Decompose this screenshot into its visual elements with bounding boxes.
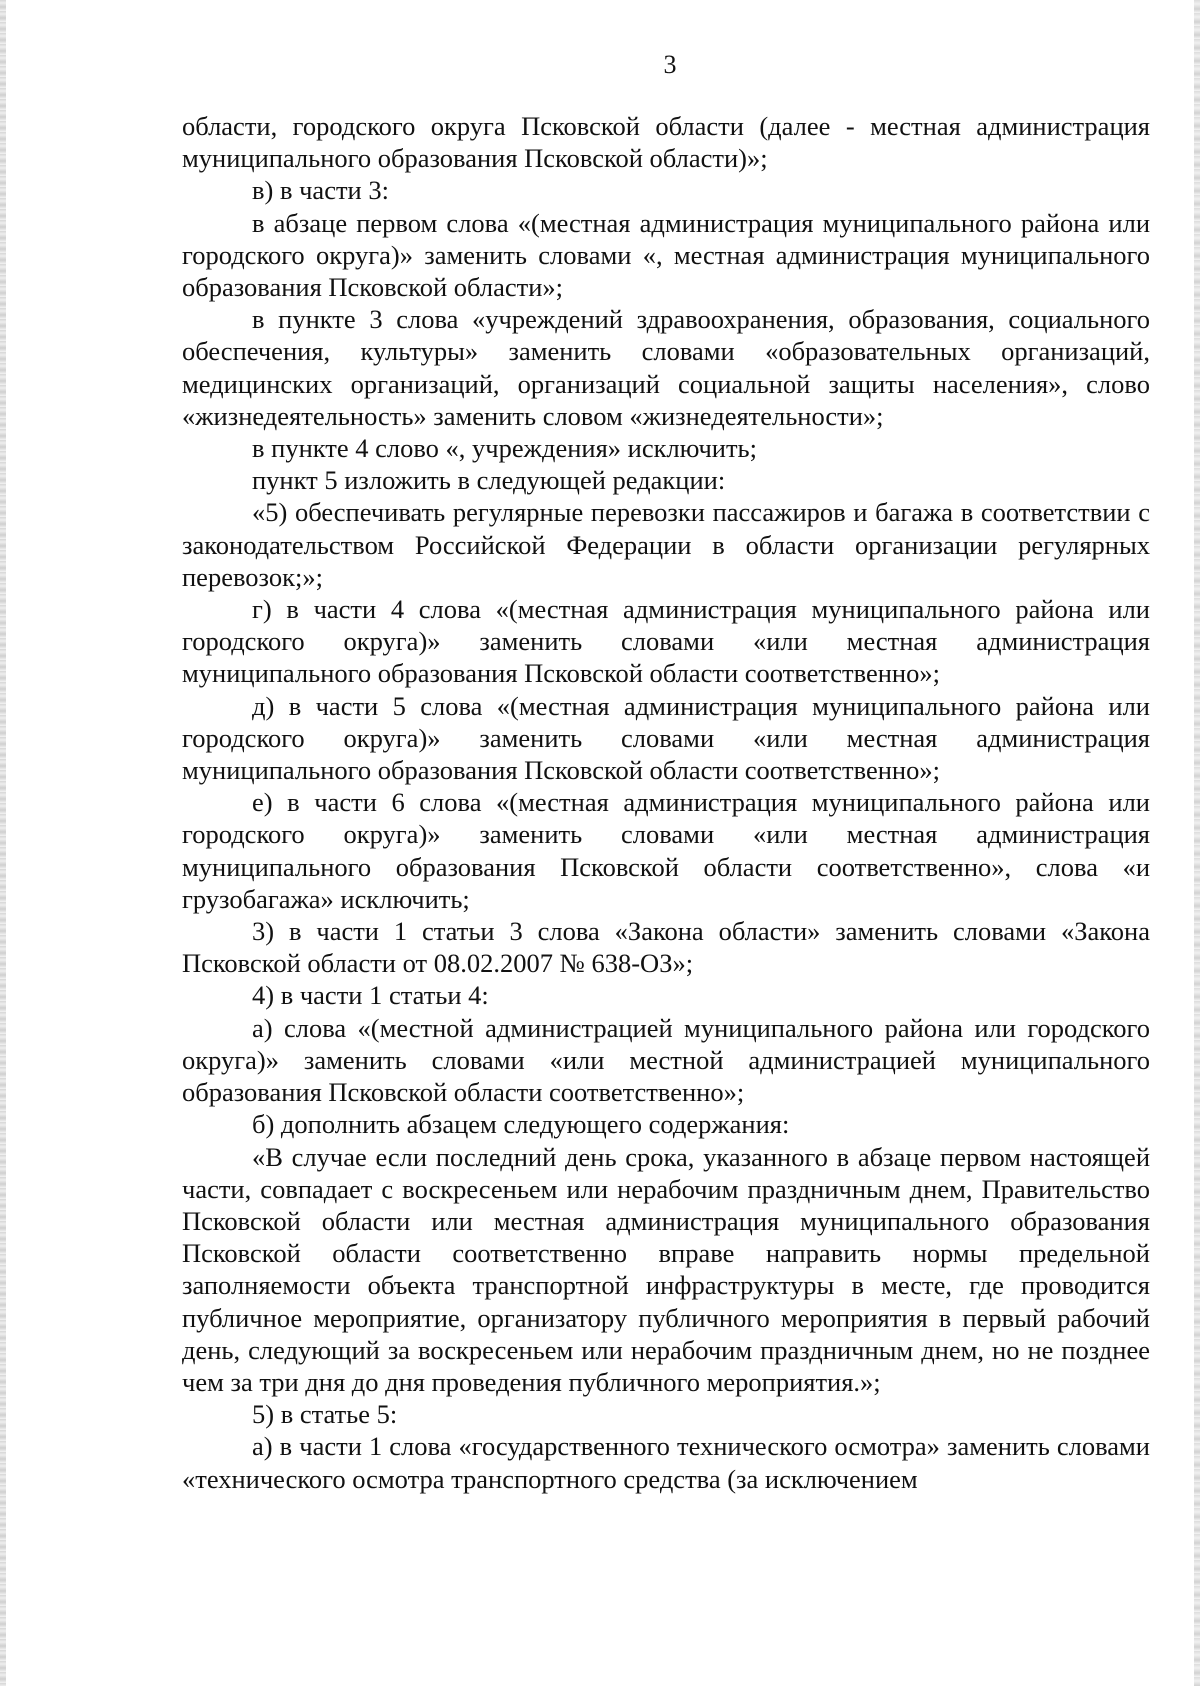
- paragraph: 5) в статье 5:: [252, 1399, 398, 1430]
- scan-edge-right: [1194, 0, 1200, 1686]
- paragraph: «В случае если последний день срока, указанного в абзаце первом настоящей части, совпадает с воскресеньем или нерабочим праздничным днем, Правительство Псковской области или местная администрация муниципального образования Псковской области соответственно вправе направить нормы предельной заполняемости объекта транспортной инфраструктуры в месте, где проводится публичное мероприятие, организатору публичного мероприятия в первый рабочий день, следующий за воскресеньем или нерабочим праздничным днем, но не позднее чем за три дня до дня проведения публичного мероприятия.»;: [182, 1141, 1150, 1397]
- paragraph: а) слова «(местной администрацией муниципального района или городского округа)» заменить словами «или местной администрацией муниципального образования Псковской области соответственно»;: [182, 1012, 1150, 1108]
- paragraph: пункт 5 изложить в следующей редакции:: [252, 465, 726, 496]
- paragraph: области, городского округа Псковской области (далее - местная администрация муниципального образования Псковской области)»;: [182, 111, 1150, 174]
- paragraph: 3) в части 1 статьи 3 слова «Закона области» заменить словами «Закона Псковской области от 08.02.2007 № 638-ОЗ»;: [182, 916, 1150, 979]
- paragraph: в абзаце первом слова «(местная администрация муниципального района или городского округа)» заменить словами «, местная администрация муниципального образования Псковской области»;: [182, 207, 1150, 303]
- document-body: [182, 110, 1150, 1495]
- paragraph: г) в части 4 слова «(местная администрация муниципального района или городского округа)» заменить словами «или местная администрация муниципального образования Псковской области соответственно»;: [182, 594, 1150, 689]
- scan-edge-left: [0, 0, 6, 1686]
- paragraph: в) в части 3:: [252, 175, 389, 206]
- paragraph: «5) обеспечивать регулярные перевозки пассажиров и багажа в соответствии с законодательством Российской Федерации в области организации регулярных перевозок;»;: [182, 497, 1150, 592]
- paragraph: д) в части 5 слова «(местная администрация муниципального района или городского округа)» заменить словами «или местная администрация муниципального образования Псковской области соответственно»;: [182, 690, 1150, 786]
- paragraph: в пункте 3 слова «учреждений здравоохранения, образования, социального обеспечения, культуры» заменить словами «образовательных организаций, медицинских организаций, организаций социальной защиты населения», слово «жизнедеятельность» заменить словом «жизнедеятельности»;: [182, 304, 1150, 431]
- paragraph: е) в части 6 слова «(местная администрация муниципального района или городского округа)» заменить словами «или местная администрация муниципального образования Псковской области соответственно», слова «и грузобагажа» исключить;: [182, 787, 1150, 914]
- paragraph: 4) в части 1 статьи 4:: [252, 980, 489, 1011]
- page-number: 3: [663, 50, 677, 79]
- paragraph: а) в части 1 слова «государственного технического осмотра» заменить словами «технического осмотра транспортного средства (за исключением: [182, 1431, 1150, 1494]
- paragraph: в пункте 4 слово «, учреждения» исключить;: [252, 433, 758, 464]
- paragraph: б) дополнить абзацем следующего содержания:: [252, 1109, 790, 1140]
